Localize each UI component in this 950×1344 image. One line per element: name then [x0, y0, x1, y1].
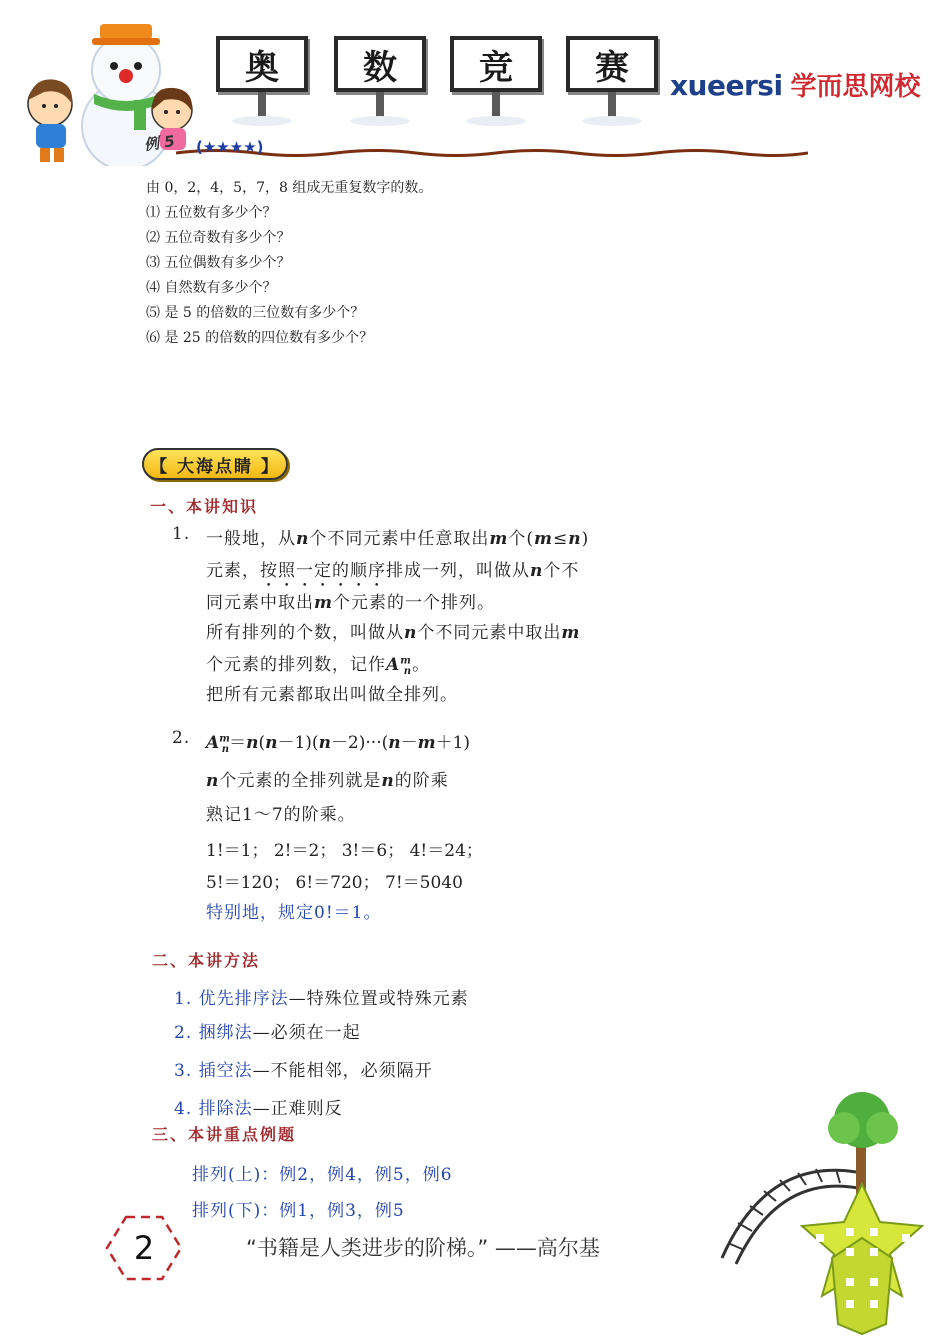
- example-list: 排列(上)：例2，例4，例5，例6: [192, 1165, 453, 1185]
- problem-statement: 由 0，2，4，5，7，8 组成无重复数字的数。: [146, 180, 433, 196]
- method-desc: —必须在一起: [252, 1023, 361, 1043]
- definition-line: 同元素中取出m个元素的一个排列。: [206, 593, 495, 613]
- method-number: 4.: [174, 1099, 193, 1119]
- brand-logo: [670, 66, 921, 103]
- definition-line: 个元素的排列数，记作$A^m_n$。: [206, 655, 431, 678]
- header-sign-2: 数: [334, 36, 426, 92]
- factorial-list: 5!＝120； 6!＝720； 7!＝5040: [206, 873, 463, 893]
- factorial-note: n个元素的全排列就是n的阶乘: [206, 771, 449, 791]
- method-item: [174, 1056, 433, 1081]
- snow-mound: [232, 116, 292, 126]
- difficulty-stars: (★★★★): [196, 138, 264, 156]
- special-rule: 特别地，规定0!＝1。: [206, 903, 382, 923]
- permutation-formula: $A^m_n=n(n-1)(n-2)\cdot\cdot\cdot(n-m+1)$: [206, 733, 471, 756]
- definition-line: 一般地，从n个不同元素中任意取出m个(m≤n): [206, 529, 590, 549]
- item-number: 2.: [172, 728, 191, 748]
- definition-line: 元素，按照一定的顺序排成一列，叫做从n个不: [206, 561, 580, 581]
- problem-question: ⑷ 自然数有多少个？: [146, 280, 277, 296]
- method-number: 3.: [174, 1061, 193, 1081]
- method-item: [174, 984, 469, 1009]
- method-desc: —特殊位置或特殊元素: [288, 989, 469, 1009]
- method-name: 插空法: [198, 1061, 253, 1081]
- problem-question: ⑵ 五位奇数有多少个？: [146, 230, 291, 246]
- method-number: 1.: [174, 989, 193, 1009]
- factorial-note: 熟记1～7的阶乘。: [206, 805, 356, 825]
- example-label: 例 5: [142, 131, 176, 155]
- method-number: 2.: [174, 1023, 193, 1043]
- item-number: 1.: [172, 524, 191, 544]
- definition-line: 把所有元素都取出叫做全排列。: [206, 685, 458, 705]
- method-name: 排除法: [198, 1099, 253, 1119]
- definition-line: 所有排列的个数，叫做从n个不同元素中取出m: [206, 623, 581, 643]
- section-heading-methods: 二、本讲方法: [152, 951, 261, 970]
- problem-question: ⑴ 五位数有多少个？: [146, 205, 277, 221]
- problem-question: ⑸ 是 5 的倍数的三位数有多少个？: [146, 305, 365, 321]
- section-heading-knowledge: 一、本讲知识: [150, 497, 259, 516]
- header-sign-4: 赛: [566, 36, 658, 92]
- method-name: 优先排序法: [198, 989, 289, 1009]
- snow-mound: [466, 116, 526, 126]
- example-list: 排列(下)：例1，例3，例5: [192, 1201, 405, 1221]
- problem-question: ⑶ 五位偶数有多少个？: [146, 255, 291, 271]
- method-desc: —正难则反: [252, 1099, 343, 1119]
- method-item: [174, 1094, 343, 1119]
- section-banner: 【 大海点睛 】: [142, 448, 288, 480]
- header-sign-1: 奥: [216, 36, 308, 92]
- method-name: 捆绑法: [198, 1023, 253, 1043]
- section-heading-examples: 三、本讲重点例题: [152, 1125, 297, 1144]
- snow-mound: [582, 116, 642, 126]
- header-sign-3: 竞: [450, 36, 542, 92]
- brand-name-en: xueersi: [670, 69, 783, 102]
- page-number: 2: [133, 1229, 155, 1267]
- method-desc: —不能相邻，必须隔开: [252, 1061, 433, 1081]
- tree-star-building-illustration: [706, 1088, 942, 1338]
- kids-snowman-illustration: [14, 14, 214, 166]
- problem-question: ⑹ 是 25 的倍数的四位数有多少个？: [146, 330, 374, 346]
- brand-name-cn: 学而思网校: [790, 72, 921, 102]
- header-divider: [176, 146, 808, 160]
- footer-quote: “书籍是人类进步的阶梯。” ——高尔基: [246, 1236, 600, 1260]
- snow-mound: [350, 116, 410, 126]
- method-item: [174, 1018, 361, 1043]
- factorial-list: 1!＝1； 2!＝2； 3!＝6； 4!＝24；: [206, 841, 483, 861]
- problem-text: [146, 176, 432, 351]
